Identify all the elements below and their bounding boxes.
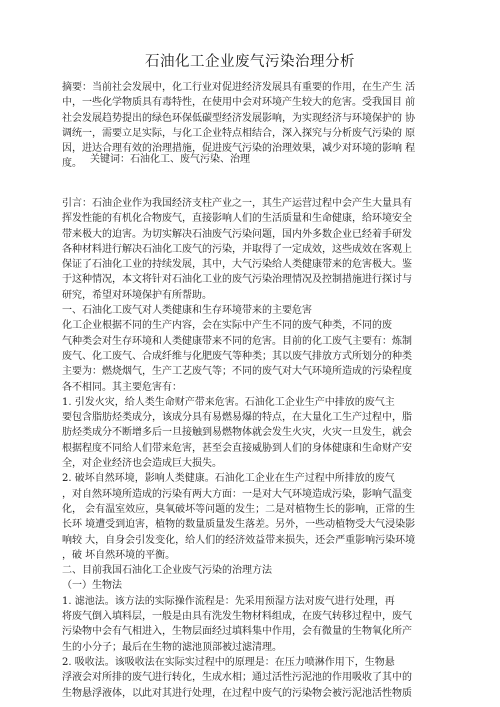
body-line: 2. 吸收法。该吸收法在实际实过程中的原理是：在压力喷淋作用下，生物悬 [62,656,395,668]
body-line: 保证了石油化工业的持续发展，其中，大气污染给人类健康带来的危害极大。鉴 [62,259,412,271]
abstract-line: 因，进达合理有效的治理措施，促进废气污染的治理效果，减少对环境的影响 程 [62,143,416,155]
body-line: 主要为：燃烧烟气，生产工艺废气等；不同的废气对大气环境所造成的污染程度 [62,366,412,378]
body-line: 1. 滤池法。该方法的实际操作流程是：先采用预湿方法对废气进行处理，再 [62,595,395,607]
body-line: 根据程度不同给人们带来危害，甚至会直接威胁到人们的身体健康和生命财产安 [62,442,412,454]
body-line: 生物悬浮液体，以此对其进行处理，在过程中废气的污染物会被污泥池活性物质 [62,687,412,699]
section-heading: 二、目前我国石油化工企业废气污染的治理方法 [62,565,272,577]
body-line: 化工企业根据不同的生产内容，会在实际中产生不同的废气种类，不同的废 [62,320,392,332]
document-title: 石油化工企业废气污染治理分析 [145,54,355,70]
abstract-line: 摘要：当前社会发展中，化工行业对促进经济发展具有重要的作用，在生产生 活 [62,82,416,93]
body-line: 于这种情况，本文将针对石油化工业的废气污染治理情况及控制措施进行探讨与 [62,274,412,286]
abstract-line: 社会发展趋势提出的绿色环保低碳型经济发展影响，为实现经济与环境保护的 协 [62,112,416,124]
abstract-line: 调统一，需要立足实际，与化工企业特点相结合，深入探究与分析废气污染的 原 [62,127,416,139]
section-heading: 一、石油化工废气对人类健康和生存环境带来的主要危害 [62,305,312,317]
body-line: 带来极大的迫害。为切实解决石油废气污染问题，国内外多数企业已经着手研发 [62,228,412,240]
body-line: ，破 坏自然环境的平衡。 [62,549,176,561]
body-line: 污染物中会有气相进入，生物层面经过填料集中作用，会有微量的生物氧化所产 [62,626,412,638]
body-line: ，对自然环境所造成的污染有两大方面：一是对大气环境造成污染，影响气温变 [62,488,412,500]
body-line: 研究，希望对环境保护有所帮助。 [62,289,212,301]
body-line: 生的小分子；最后在生物的滤池顶部被过滤清理。 [62,641,282,653]
body-line: 要包含脂肪烃类成分，该成分具有易燃易爆的特点，在大量化工生产过程中，脂 [62,412,412,424]
body-line: 浮液会对所排的废气进行转化，生成水相；通过活性污泥池的作用吸收了其中的 [62,672,412,684]
body-line: 1. 引发火灾，给人类生命财产带来危害。石油化工企业生产中排放的废气主 [62,396,395,408]
body-line: 化， 会有温室效应，臭氧破坏等问题的发生；二是对植物生长的影响，正常的生 [62,503,416,515]
body-line: 长环 境遭受到迫害，植物的数量质量发生落差。另外，一些动植物受大气浸染影 [62,519,416,531]
body-line: 肪烃类成分不断增多后一旦接触到易燃物体就会发生火灾，火灾一旦发生，就会 [62,427,412,439]
subsection-heading: （一）生物法 [62,580,122,592]
abstract-line: 中，一些化学物质具有毒特性，在使用中会对环境产生较大的危害。受我国目 前 [62,97,416,109]
body-line: 挥发性能的有机化合物废气，直接影响人们的生活质量和生命健康，给环境安全 [62,213,412,225]
body-line: 引言：石油企业作为我国经济支柱产业之一，其生产运营过程中会产生大量具有 [62,198,412,209]
body-line: 全，对企业经济也会造成巨大损失。 [62,458,222,470]
body-line: 响较 大，自身会引发变化，给人们的经济效益带来损失，还会严重影响污染环境 [62,534,416,546]
body-line: 各不相同。其主要危害有： [62,381,182,393]
body-text [62,196,444,701]
abstract-line: 度。 [62,158,82,170]
body-line: 废气、化工废气、合成纤维与化肥废气等种类；其以废气排放方式所划分的种类 [62,350,412,362]
body-line: 2. 破坏自然环境，影响人类健康。石油化工企业在生产过程中所排放的废气 [62,473,395,485]
body-line: 各种材料进行解决石油化工废气的污染，并取得了一定成效，这些成效在客观上 [62,243,412,255]
body-line: 将废气倒入填料层，一般是由具有洗发生物材料组成，在废气转移过程中，废气 [62,611,412,623]
keywords: 关键词：石油化工、废气污染、治理 [90,154,250,165]
body-line: 气种类会对生存环境和人类健康带来不同的危害。目前的化工废气主要有：炼制 [62,335,412,347]
